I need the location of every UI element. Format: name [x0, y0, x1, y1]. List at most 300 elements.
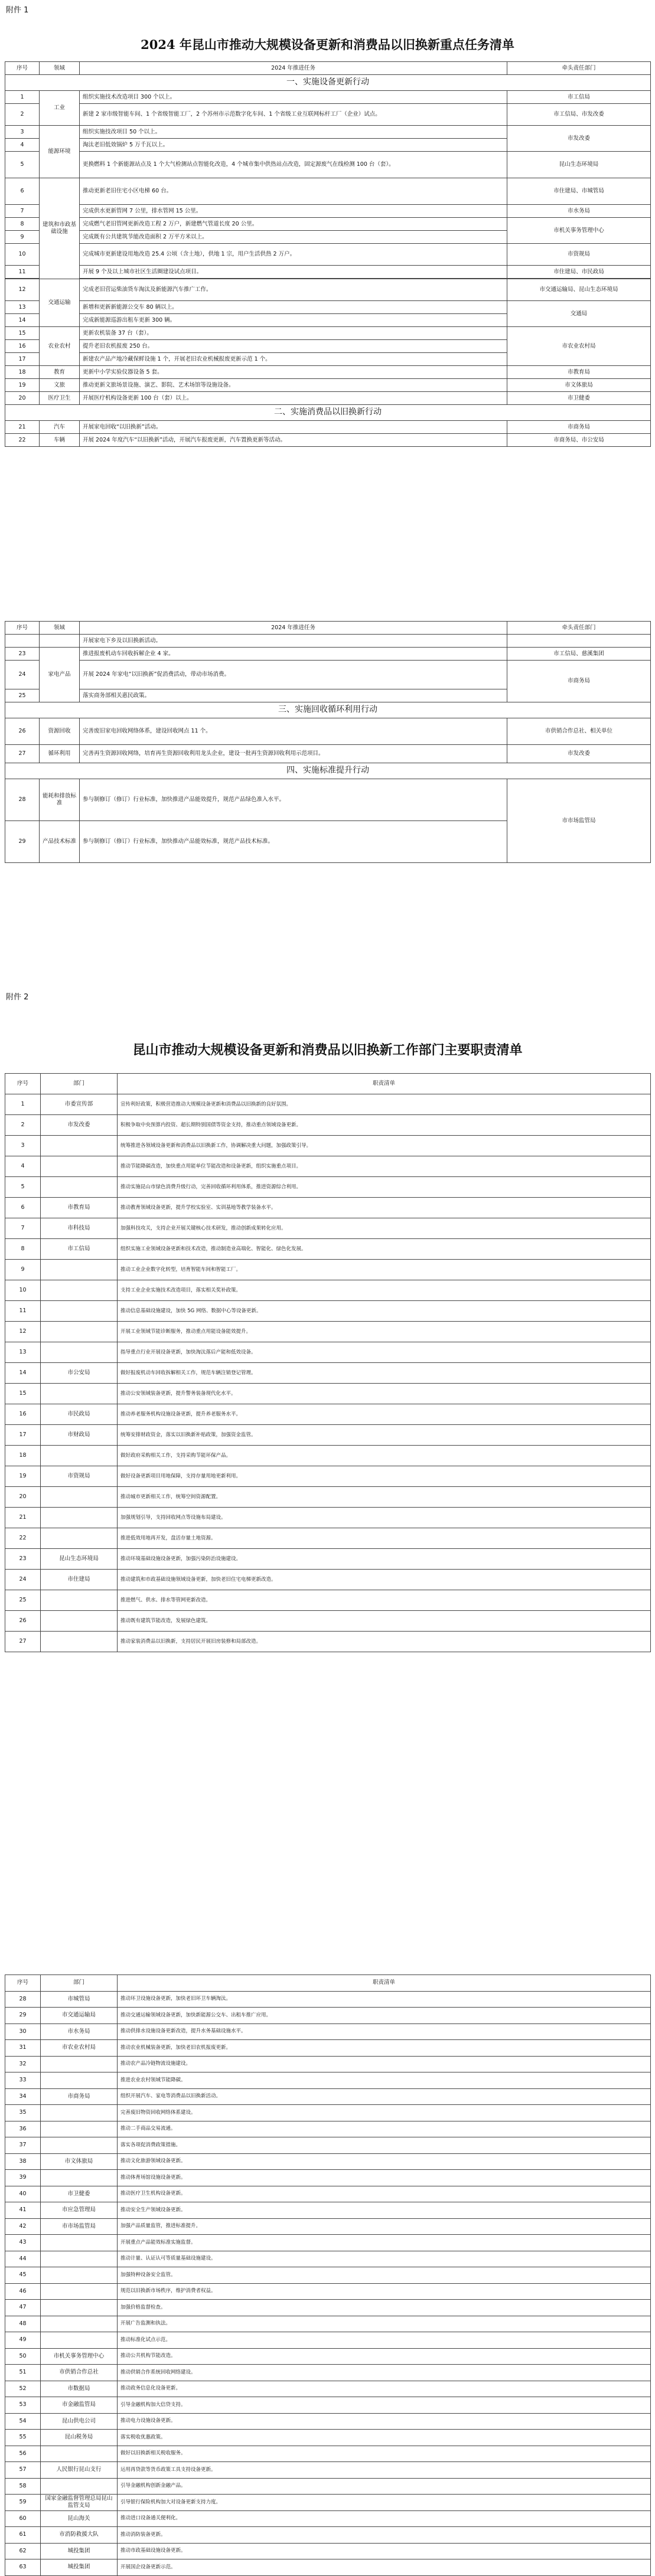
dept-cell: 市水务局 [507, 205, 651, 218]
header-task: 2024 年推进任务 [80, 622, 507, 635]
field-cell: 循环利用 [40, 745, 80, 763]
task-cell: 开展 2024 年家电“以旧换新”促消费活动，带动市场消费。 [80, 661, 507, 689]
row-number: 21 [5, 1508, 41, 1528]
field-cell: 汽车 [40, 421, 80, 434]
dept-cell: 市科技局 [41, 1218, 118, 1239]
table-row [5, 1115, 651, 1136]
duty-cell: 加强产品质量监管，推进标准提升。 [118, 2218, 651, 2235]
duty-cell: 组织实施工业领域设备更新和技术改造，推动制造业高端化、智能化、绿色化发展。 [118, 1239, 651, 1260]
duty-cell: 推动工业企业数字化转型，培育智能车间和智能工厂。 [118, 1260, 651, 1280]
task-cell: 完成老旧营运柴油货车淘汰及新能源汽车推广工作。 [80, 279, 507, 301]
dept-cell [41, 2251, 118, 2267]
row-number: 34 [5, 2088, 41, 2105]
row-number: 15 [5, 1384, 41, 1404]
table-row [5, 2040, 651, 2057]
row-number: 47 [5, 2300, 41, 2316]
dept-cell: 昆山生态环境局 [507, 152, 651, 178]
duty-cell: 推动电力设施设备更新。 [118, 2413, 651, 2430]
dept-cell: 市数据局 [41, 2381, 118, 2397]
dept-cell: 市供销合作总社、相关单位 [507, 718, 651, 745]
duty-cell: 推动文化旅游领域设备更新。 [118, 2153, 651, 2170]
duty-cell: 推进燃气、供水、排水等管网更新改造。 [118, 1590, 651, 1611]
row-number: 48 [5, 2316, 41, 2332]
duty-cell: 完善废旧物资回收网络体系建设。 [118, 2105, 651, 2121]
dept-cell: 市水务局 [41, 2023, 118, 2040]
row-number: 17 [5, 1425, 41, 1446]
duty-cell: 引导银行保险机构加大对设备更新支持力度。 [118, 2495, 651, 2511]
page-title-2: 昆山市推动大规模设备更新和消费品以旧换新工作部门主要职责清单 [132, 1042, 523, 1058]
row-number: 49 [5, 2332, 41, 2349]
task-cell: 完成供水更新管网 7 公里，排水管网 15 公里。 [80, 205, 507, 218]
duty-cell: 开展工业领域节能诊断服务，推动重点用能设备能效提升。 [118, 1322, 651, 1342]
duty-cell: 推动体育场馆设施设备更新。 [118, 2170, 651, 2186]
field-cell: 产品技术标准 [40, 821, 80, 863]
dept-cell: 市民政局 [41, 1404, 118, 1425]
row-number: 26 [5, 1611, 41, 1632]
table-row [5, 1466, 651, 1487]
dept-cell [41, 1632, 118, 1652]
row-number: 46 [5, 2283, 41, 2300]
table-row [5, 1404, 651, 1425]
table-row [5, 1991, 651, 2008]
duty-cell: 开展重点产品能效标准实施监督。 [118, 2235, 651, 2251]
table-row [5, 2316, 651, 2332]
dept-cell [41, 2267, 118, 2284]
dept-cell [41, 2332, 118, 2349]
dept-cell [41, 1611, 118, 1632]
dept-cell: 市教育局 [507, 366, 651, 379]
dept-cell: 昆山海关 [41, 2510, 118, 2527]
table-row [5, 1570, 651, 1590]
field-cell: 农业农村 [40, 327, 80, 366]
header-dept: 部门 [41, 1975, 118, 1992]
row-number: 36 [5, 2121, 41, 2137]
table-header-row [5, 62, 651, 75]
dept-cell: 昆山供电公司 [41, 2413, 118, 2430]
header-duty: 职责清单 [118, 1074, 651, 1094]
dept-cell: 市发改委 [507, 126, 651, 152]
row-number: 50 [5, 2348, 41, 2365]
dept-cell: 市工信局、市发改委 [507, 104, 651, 126]
table-row [5, 2381, 651, 2397]
dept-cell: 市农业农村局 [41, 2040, 118, 2057]
task-table: 序号 领域 2024 年推进任务 牵头责任部门 一、实施设备更新行动 1 工业 组织实施技术改造项目 300 个以上。 市工信局 2 新建 2 家市级智能车间、1 个省级智能工厂，2 个苏州市示范数字化车间、1 个省级工业互联网标杆工厂（企业）试点。 市工信局、市发改委 3 能源环境 组织实施技改项目 50 个以上。 市发改委 4 淘汰老旧低效锅炉 5 万千瓦以上。 5 更换燃料 1 个新能源站点及 1 个大气检测站点智能化改造，4 个城市集中供热站点改造，固定源废气在线检测 100 台（套）。 昆山生态环境局 6 建筑和市政基础设施 推动更新老旧住宅小区电梯 60 台。 市住建局、市城管局 7 完成供水更新管网 7 公里，排水管网 15 公里。 市水务局 8 完成燃气老旧管网更新改造工程 2 万户，新建燃气管道长度 20 公里。 市机关事务管理中心 9 完成既有公共建筑节能改造面积 2 万平方米以上。 10 完成城市更新建设用地改造 25.4 公顷（含土地），供地 1 宗，用户生活供热 2 万户。 市资规局 11 开展 9 个及以上城市社区生活圈建设试点项目。 市住建局、市民政局 12 交通运输 完成老旧营运柴油货车淘汰及新能源汽车推广工作。 市交通运输局、昆山生态环境局 13 新增和更新新能源公交车 80 辆以上。 交通局 14 完成新能源巡游出租车更新 300 辆。 15 农业农村 更新农机装备 37 台（套）。 市农业农村局 16 提升老旧农机报废 250 台。 17 新建农产品产地冷藏保鲜设施 1 个，开展老旧农业机械报废更新示范 1 个。 18 教育 更新中小学实验仪器设备 5 套。 市教育局 19 文旅 推动更新文旅场景设施、演艺、影院、艺术场馆等设施设备。 市文体旅局 20 医疗卫生 开展医疗机构设备更新 100 台（套）以上。 市卫健委 二、实施消费品以旧换新行动 21 汽车 开展家电回收“以旧换新”活动。 市商务局 22 车辆 开展 2024 年度汽车“以旧换新”活动，开展汽车报废更新，汽车置换更新等活动。 市商务局、市公安局 [5, 61, 651, 447]
attachment-label-1: 附件 1 [6, 6, 29, 15]
table-row [5, 2543, 651, 2559]
table-row [5, 1301, 651, 1322]
header-dept: 部门 [41, 1074, 118, 1094]
row-number: 23 [5, 1549, 41, 1570]
row-number: 3 [5, 1136, 41, 1156]
header-duty: 职责清单 [118, 1975, 651, 1992]
table-row [5, 2332, 651, 2349]
table-row [5, 2008, 651, 2024]
row-number: 31 [5, 2040, 41, 2057]
field-cell: 文旅 [40, 379, 80, 392]
dept-cell [41, 1177, 118, 1198]
duty-cell: 推动环境基础设施设备更新，加强污染防治设施建设。 [118, 1549, 651, 1570]
dept-cell: 市交通运输局 [41, 2008, 118, 2024]
dept-cell: 市机关事务管理中心 [41, 2348, 118, 2365]
table-row [5, 1384, 651, 1404]
duty-cell: 指导重点行业开展设备更新，加快淘汰落后产能和低效设备。 [118, 1342, 651, 1363]
row-number: 11 [5, 1301, 41, 1322]
table-row [5, 2446, 651, 2462]
task-cell: 完成既有公共建筑节能改造面积 2 万平方米以上。 [80, 231, 507, 244]
table-row [5, 1136, 651, 1156]
table-row [5, 1632, 651, 1652]
task-cell: 完成城市更新建设用地改造 25.4 公顷（含土地），供地 1 宗，用户生活供热 2 万户。 [80, 244, 507, 266]
duty-cell: 推动供排水设施设备更新改造，提升水务基础设施水平。 [118, 2023, 651, 2040]
row-number: 51 [5, 2365, 41, 2381]
dept-cell: 市住建局 [41, 1570, 118, 1590]
row-number: 32 [5, 2056, 41, 2072]
dept-cell [41, 1156, 118, 1177]
task-cell: 新建农产品产地冷藏保鲜设施 1 个，开展老旧农业机械报废更新示范 1 个。 [80, 353, 507, 366]
dept-cell [41, 2446, 118, 2462]
field-cell: 交通运输 [40, 279, 80, 327]
row-number: 22 [5, 1528, 41, 1549]
duty-cell: 落实税收优惠政策。 [118, 2430, 651, 2446]
row-number: 53 [5, 2397, 41, 2414]
dept-cell: 市商务局 [507, 421, 651, 434]
table-row [5, 2023, 651, 2040]
table-row [5, 2072, 651, 2089]
table-row [5, 2300, 651, 2316]
table-row [5, 2283, 651, 2300]
field-cell: 医疗卫生 [40, 392, 80, 405]
table-row [5, 1487, 651, 1508]
field-cell: 资源回收 [40, 718, 80, 745]
dept-cell: 城投集团 [41, 2543, 118, 2559]
dept-cell [41, 1136, 118, 1156]
dept-cell [41, 2072, 118, 2089]
duty-cell: 推动建筑和市政基础设施领域设备更新，加快老旧住宅电梯更新改造。 [118, 1570, 651, 1590]
table-row [5, 2186, 651, 2202]
dept-cell: 昆山税务局 [41, 2430, 118, 2446]
dept-cell [41, 2235, 118, 2251]
row-number: 18 [5, 1446, 41, 1466]
duty-cell: 规范以旧换新市场秩序，维护消费者权益。 [118, 2283, 651, 2300]
table-row [5, 2413, 651, 2430]
duty-cell: 推进低效用地再开发，盘活存量土地资源。 [118, 1528, 651, 1549]
duty-cell: 推动消防装备更新。 [118, 2527, 651, 2544]
row-number: 33 [5, 2072, 41, 2089]
dept-cell [41, 2105, 118, 2121]
section-heading: 一、实施设备更新行动 [5, 75, 651, 91]
page-title-1: 2024 年昆山市推动大规模设备更新和消费品以旧换新重点任务清单 [141, 37, 514, 52]
duty-cell: 推动计量、认证认可等质量基础设施建设。 [118, 2251, 651, 2267]
dept-cell: 昆山生态环境局 [41, 1549, 118, 1570]
duty-cell: 推动既有建筑节能改造，发展绿色建筑。 [118, 1611, 651, 1632]
table-row [5, 2202, 651, 2219]
table-row [5, 1218, 651, 1239]
row-number: 55 [5, 2430, 41, 2446]
duty-cell: 推动市政基础设施设备更新。 [118, 2543, 651, 2559]
dept-cell: 市教育局 [41, 1198, 118, 1218]
dept-cell: 市资规局 [507, 244, 651, 266]
dept-cell [41, 1322, 118, 1342]
task-cell: 组织实施技改项目 50 个以上。 [80, 126, 507, 139]
dept-cell: 市供销合作总社 [41, 2365, 118, 2381]
header-no: 序号 [5, 622, 40, 635]
duty-cell: 推动城市更新相关工作，统筹空间资源配置。 [118, 1487, 651, 1508]
field-cell: 工业 [40, 91, 80, 126]
field-cell: 能源环境 [40, 126, 80, 178]
dept-cell [41, 2300, 118, 2316]
table-row [5, 2088, 651, 2105]
dept-cell: 市金融监管局 [41, 2397, 118, 2414]
row-number: 62 [5, 2543, 41, 2559]
dept-cell: 市商务局、市公安局 [507, 434, 651, 447]
task-cell: 推动更新文旅场景设施、演艺、影院、艺术场馆等设施设备。 [80, 379, 507, 392]
table-row [5, 2121, 651, 2137]
table-row [5, 2170, 651, 2186]
duty-cell: 开展国企设备更新示范。 [118, 2559, 651, 2576]
dept-cell: 市市场监管局 [41, 2218, 118, 2235]
dept-cell: 市工信局 [41, 1239, 118, 1260]
row-number: 16 [5, 1404, 41, 1425]
duty-cell: 推动医疗卫生机构设备更新。 [118, 2186, 651, 2202]
duty-cell: 加强特种设备安全监管。 [118, 2267, 651, 2284]
row-number: 13 [5, 1342, 41, 1363]
dept-cell: 市卫健委 [41, 2186, 118, 2202]
header-field: 领域 [40, 622, 80, 635]
row-number: 39 [5, 2170, 41, 2186]
row-number: 43 [5, 2235, 41, 2251]
table-row [5, 1363, 651, 1384]
dept-cell: 市文体旅局 [41, 2153, 118, 2170]
row-number: 40 [5, 2186, 41, 2202]
task-cell: 参与制修订（修订）行业标准，加快推动产品能效标准，规范产品技术标准。 [80, 821, 507, 863]
duty-cell: 统筹推进各领域设备更新和消费品以旧换新工作，协调解决重大问题，加强政策引导。 [118, 1136, 651, 1156]
task-cell: 完善再生资源回收网络，培育再生资源回收利用龙头企业，建设一批再生资源回收利用示范项目。 [80, 745, 507, 763]
dept-cell [41, 2316, 118, 2332]
table-row [5, 2235, 651, 2251]
dept-cell: 市农业农村局 [507, 327, 651, 366]
task-table-continued: 序号 领域 2024 年推进任务 牵头责任部门 开展家电下乡及以旧换新活动。 23 家电产品 推进报废机动车回收拆解企业 4 家。 市工信局、慈溪集团 24 开展 2024 年家电“以旧换新”促消费活动，带动市场消费。 市商务局 25 落实商务部相关惠民政策。 三、实施回收循环利用行动 26 资源回收 完善废旧家电回收网络体系，建设回收网点 11 个。 市供销合作总社、相关单位 27 循环利用 完善再生资源回收网络，培育再生资源回收利用龙头企业，建设一批再生资源回收利用示范项目。 市发改委 四、实施标准提升行动 28 能耗和排放标准 参与制修订（修订）行业标准，加快推进产品能效提升，规范产品绿色准入水平。 市市场监管局 29 产品技术标准 参与制修订（修订）行业标准，加快推动产品能效标准，规范产品技术标准。 [5, 621, 651, 863]
table-row [5, 2527, 651, 2544]
duty-cell: 加强价格监督检查。 [118, 2300, 651, 2316]
section-heading: 四、实施标准提升行动 [5, 763, 651, 779]
task-cell: 提升老旧农机报废 250 台。 [80, 340, 507, 353]
row-number: 19 [5, 1466, 41, 1487]
table-row [5, 1239, 651, 1260]
task-cell: 更新农机装备 37 台（套）。 [80, 327, 507, 340]
row-number: 38 [5, 2153, 41, 2170]
table-row [5, 1611, 651, 1632]
row-number: 57 [5, 2462, 41, 2479]
dept-cell: 市文体旅局 [507, 379, 651, 392]
duty-cell: 推动交通运输领域设备更新，加快新能源公交车、出租车推广应用。 [118, 2008, 651, 2024]
table-row [5, 1280, 651, 1301]
row-number: 14 [5, 1363, 41, 1384]
duty-cell: 做好设备更新项目用地保障，支持存量用地更新利用。 [118, 1466, 651, 1487]
section-heading: 二、实施消费品以旧换新行动 [5, 405, 651, 421]
duty-cell: 推动实施昆山市绿色消费升级行动，完善回收循环利用体系，推进资源综合利用。 [118, 1177, 651, 1198]
duty-cell: 推动农业机械装备更新，加快老旧农机报废更新。 [118, 2040, 651, 2057]
dept-cell [41, 1590, 118, 1611]
dept-cell [41, 2170, 118, 2186]
row-number: 6 [5, 1198, 41, 1218]
duty-cell: 落实各项促消费政策措施。 [118, 2137, 651, 2154]
task-cell: 完善废旧家电回收网络体系，建设回收网点 11 个。 [80, 718, 507, 745]
dept-cell: 市住建局、市城管局 [507, 178, 651, 205]
duty-cell: 做好报废机动车回收拆解相关工作，规范车辆注销登记管理。 [118, 1363, 651, 1384]
table-row [5, 2462, 651, 2479]
dept-cell [41, 2283, 118, 2300]
dept-cell [41, 1301, 118, 1322]
row-number: 29 [5, 2008, 41, 2024]
task-cell: 推进报废机动车回收拆解企业 4 家。 [80, 648, 507, 661]
table-row [5, 2478, 651, 2495]
row-number: 54 [5, 2413, 41, 2430]
task-cell: 参与制修订（修订）行业标准，加快推进产品能效提升，规范产品绿色准入水平。 [80, 779, 507, 821]
table-row [5, 2397, 651, 2414]
table-row [5, 2267, 651, 2284]
row-number: 1 [5, 1094, 41, 1115]
header-no: 序号 [5, 1975, 41, 1992]
table-row [5, 1156, 651, 1177]
dept-cell: 市商务局 [41, 2088, 118, 2105]
dept-cell: 市发改委 [41, 1115, 118, 1136]
header-no: 序号 [5, 62, 40, 75]
table-row [5, 1590, 651, 1611]
task-cell: 开展家电下乡及以旧换新活动。 [80, 635, 507, 648]
duty-cell: 开展广告监测和执法。 [118, 2316, 651, 2332]
table-row [5, 1322, 651, 1342]
dept-cell: 市公安局 [41, 1363, 118, 1384]
duty-cell: 运用再贷款等货币政策工具支持设备更新。 [118, 2462, 651, 2479]
row-number: 52 [5, 2381, 41, 2397]
dept-cell: 市委宣传部 [41, 1094, 118, 1115]
table-row [5, 2105, 651, 2121]
duty-cell: 积极争取中央预算内投资、超长期特别国债等资金支持，推动重点领域设备更新。 [118, 1115, 651, 1136]
duty-cell: 推动供销合作系统回收网络建设。 [118, 2365, 651, 2381]
dept-cell: 市商务局 [507, 661, 651, 702]
duty-cell: 推进农业农村领域节能降碳。 [118, 2072, 651, 2089]
duty-cell: 引导金融机构加大信贷支持。 [118, 2397, 651, 2414]
row-number: 37 [5, 2137, 41, 2154]
row-number: 8 [5, 1239, 41, 1260]
header-field: 领域 [40, 62, 80, 75]
duty-cell: 推动信息基础设施建设，加快 5G 网络、数据中心等设备更新。 [118, 1301, 651, 1322]
dept-cell: 城投集团 [41, 2559, 118, 2576]
header-task: 2024 年推进任务 [80, 62, 507, 75]
row-number: 27 [5, 1632, 41, 1652]
table-row [5, 1260, 651, 1280]
row-number: 12 [5, 1322, 41, 1342]
table-row [5, 2348, 651, 2365]
dept-cell: 交通局 [507, 301, 651, 327]
row-number: 2 [5, 1115, 41, 1136]
table-row [5, 1342, 651, 1363]
dept-cell [41, 2478, 118, 2495]
task-cell: 新建 2 家市级智能车间、1 个省级智能工厂，2 个苏州市示范数字化车间、1 个省级工业互联网标杆工厂（企业）试点。 [80, 104, 507, 126]
table-row [5, 1446, 651, 1466]
duty-table [5, 1073, 651, 1652]
table-row [5, 2430, 651, 2446]
section-heading: 三、实施回收循环利用行动 [5, 702, 651, 718]
duty-cell: 推动公共机构节能改造。 [118, 2348, 651, 2365]
table-header-row [5, 622, 651, 635]
duty-cell: 推动政务信息化设备更新。 [118, 2381, 651, 2397]
table-row [5, 1508, 651, 1528]
row-number: 7 [5, 1218, 41, 1239]
table-row [5, 2137, 651, 2154]
dept-cell [41, 1260, 118, 1280]
row-number: 24 [5, 1570, 41, 1590]
task-cell: 开展家电回收“以旧换新”活动。 [80, 421, 507, 434]
row-number: 25 [5, 1590, 41, 1611]
duty-cell: 统筹安排财政资金，落实以旧换新补贴政策，加强资金监管。 [118, 1425, 651, 1446]
dept-cell: 市资规局 [41, 1466, 118, 1487]
dept-cell: 市交通运输局、昆山生态环境局 [507, 279, 651, 301]
task-cell: 落实商务部相关惠民政策。 [80, 689, 507, 702]
row-number: 9 [5, 1260, 41, 1280]
field-cell: 能耗和排放标准 [40, 779, 80, 821]
task-cell: 更新中小学实验仪器设备 5 套。 [80, 366, 507, 379]
duty-cell: 推动安全生产领域设备更新。 [118, 2202, 651, 2219]
dept-cell: 市市场监管局 [507, 779, 651, 863]
dept-cell [41, 1342, 118, 1363]
row-number: 41 [5, 2202, 41, 2219]
table-row [5, 1094, 651, 1115]
dept-cell: 市工信局、慈溪集团 [507, 648, 651, 661]
table-row [5, 2510, 651, 2527]
row-number: 5 [5, 1177, 41, 1198]
task-cell: 新增和更新新能源公交车 80 辆以上。 [80, 301, 507, 314]
duty-cell: 加强科技攻关，支持企业开展关键核心技术研发，推动创新成果转化应用。 [118, 1218, 651, 1239]
dept-cell [41, 2137, 118, 2154]
table-row [5, 2559, 651, 2576]
duty-cell: 支持工业企业实施技术改造项目，落实相关奖补政策。 [118, 1280, 651, 1301]
duty-cell: 推动二手商品交易流通。 [118, 2121, 651, 2137]
dept-cell: 人民银行昆山支行 [41, 2462, 118, 2479]
dept-cell: 国家金融监督管理总局昆山监管支局 [41, 2495, 118, 2511]
table-row [5, 1528, 651, 1549]
duty-cell: 组织开展汽车、家电等消费品以旧换新活动。 [118, 2088, 651, 2105]
dept-cell: 市住建局、市民政局 [507, 266, 651, 279]
duty-cell: 推动进口设备通关便利化。 [118, 2510, 651, 2527]
dept-cell: 市工信局 [507, 91, 651, 104]
dept-cell: 市财政局 [41, 1425, 118, 1446]
task-cell: 推动更新老旧住宅小区电梯 60 台。 [80, 178, 507, 205]
row-number: 35 [5, 2105, 41, 2121]
table-row [5, 1425, 651, 1446]
row-number: 42 [5, 2218, 41, 2235]
row-number: 44 [5, 2251, 41, 2267]
row-number: 63 [5, 2559, 41, 2576]
duty-cell: 推动环卫设施设备更新，加快老旧环卫车辆淘汰。 [118, 1991, 651, 2008]
duty-cell: 做好以旧换新相关税收服务。 [118, 2446, 651, 2462]
dept-cell [41, 1280, 118, 1301]
duty-cell: 加强规划引导，支持回收网点等设施布局建设。 [118, 1508, 651, 1528]
dept-cell [41, 1384, 118, 1404]
task-cell: 完成燃气老旧管网更新改造工程 2 万户，新建燃气管道长度 20 公里。 [80, 218, 507, 231]
field-cell: 家电产品 [40, 648, 80, 702]
row-number: 45 [5, 2267, 41, 2284]
row-number: 10 [5, 1280, 41, 1301]
row-number: 59 [5, 2495, 41, 2511]
table-row [5, 1198, 651, 1218]
field-cell: 建筑和市政基础设施 [40, 178, 80, 279]
duty-cell: 推动家装消费品以旧换新，支持居民开展旧房装修和局部改造。 [118, 1632, 651, 1652]
row-number: 60 [5, 2510, 41, 2527]
row-number: 58 [5, 2478, 41, 2495]
table-header-row [5, 1975, 651, 1992]
duty-cell: 推动节能降碳改造，加快重点用能单位节能改造和设备更新，组织实施重点项目。 [118, 1156, 651, 1177]
